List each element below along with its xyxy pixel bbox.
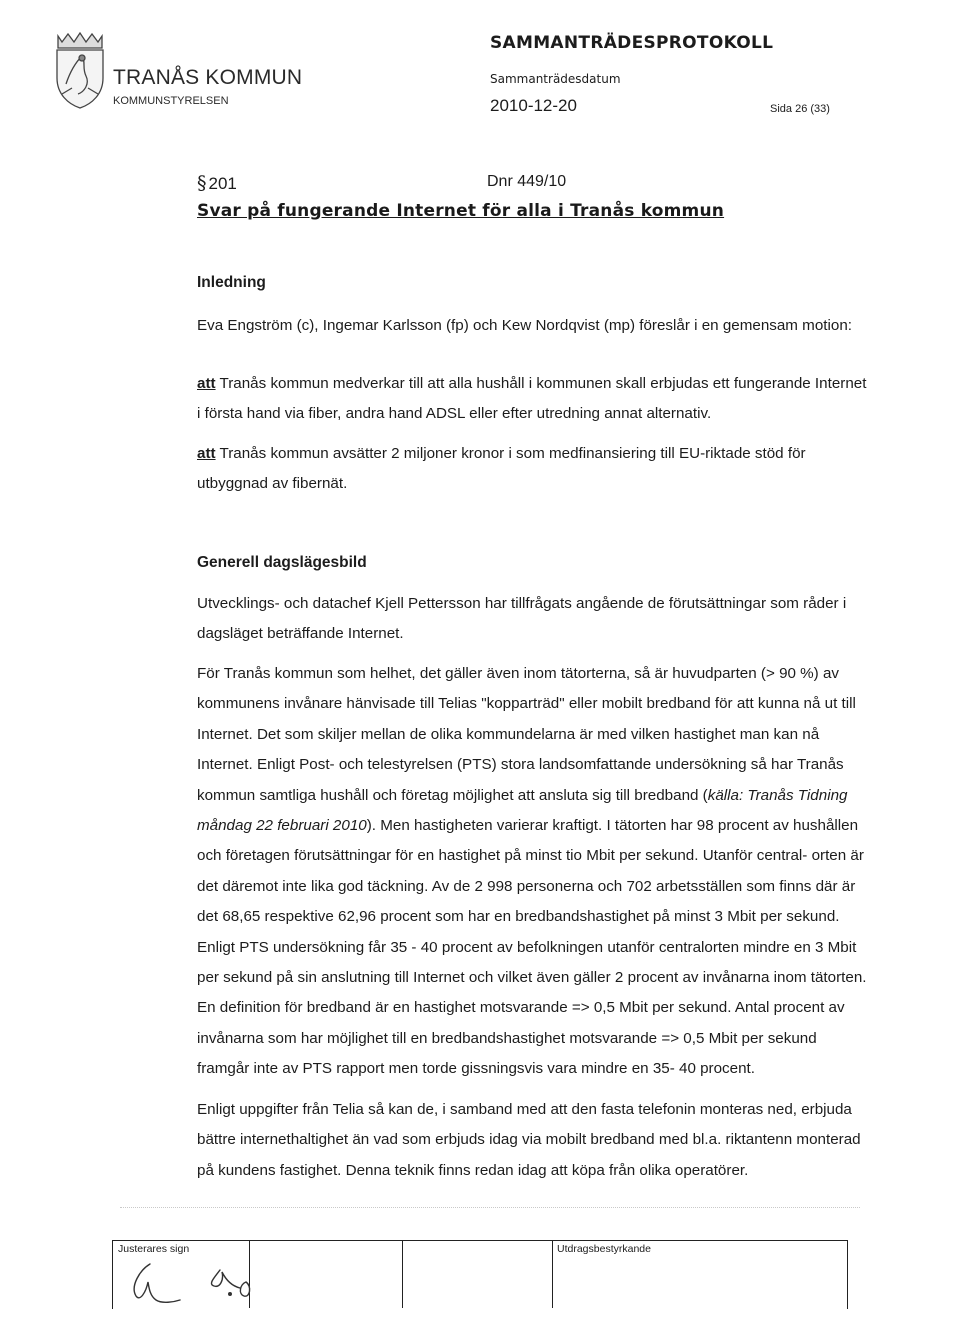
motion-point-2 bbox=[197, 439, 847, 500]
paragraph-line: på kundens fastighet. Denna teknik finns redan idag att köpa från olika operatörer. bbox=[197, 1161, 749, 1179]
separator-line bbox=[120, 1207, 860, 1208]
paragraph-line: För Tranås kommun som helhet, det gäller även inom tätorterna, så är huvudparten (> 90 %) av bbox=[197, 665, 839, 682]
municipal-coat-of-arms bbox=[52, 32, 108, 110]
paragraph-line: En definition för bredband är en hastighet motsvarande => 0,5 Mbit per sekund. Antal procent av bbox=[197, 999, 845, 1017]
intro-paragraph bbox=[197, 311, 852, 341]
dagslage-paragraph-1 bbox=[197, 589, 847, 650]
att-keyword: att bbox=[197, 445, 216, 462]
table-divider bbox=[552, 1240, 553, 1308]
source-citation-date: måndag 22 februari 2010 bbox=[197, 817, 367, 835]
paragraph-line: Utvecklings- och datachef Kjell Pettersson har tillfrågats angående de förutsättningar som råder i bbox=[197, 595, 847, 612]
meeting-date: 2010-12-20 bbox=[490, 96, 577, 115]
page-number: Sida 26 (33) bbox=[770, 103, 830, 115]
dagslage-paragraph-3 bbox=[197, 1095, 861, 1186]
paragraph-line: dagsläget beträffande Internet. bbox=[197, 625, 404, 643]
table-divider bbox=[402, 1240, 403, 1308]
paragraph-line: per sekund på sin anslutning till Internet och vilket även gäller 2 procent av invånarna inom tätorten. bbox=[197, 969, 867, 987]
diary-number: Dnr 449/10 bbox=[487, 173, 567, 190]
paragraph-line: Internet. Enligt Post- och telestyrelsen (PTS) stora landsomfattande undersökning så har Tranås bbox=[197, 756, 844, 774]
dagslage-paragraph-2 bbox=[197, 659, 867, 1085]
paragraph-line: Enligt uppgifter från Telia så kan de, i samband med att den fasta telefonin monteras ned, erbjuda bbox=[197, 1101, 852, 1118]
paragraph-line: Internet. Det som skiljer mellan de olika kommundelarna är med vilken hastighet man kan nå bbox=[197, 725, 820, 743]
section-title: Svar på fungerande Internet för alla i Tranås kommun bbox=[197, 201, 725, 221]
att-keyword: att bbox=[197, 375, 216, 392]
section-number bbox=[197, 172, 237, 194]
paragraph-line: och företagen förutsättningar för en hastighet på minst tio Mbit per sekund. Utanför central- orten är bbox=[197, 847, 864, 865]
motion-point-1-line bbox=[197, 369, 867, 399]
motion-point-1-line: i första hand via fiber, andra hand ADSL eller efter utredning annat alternativ. bbox=[197, 405, 712, 423]
source-citation: källa: Tranås Tidning bbox=[707, 786, 848, 804]
paragraph-symbol: § bbox=[197, 172, 207, 194]
paragraph-text: kommun samtliga hushåll och företag möjlighet att ansluta sig till bredband ( bbox=[197, 786, 708, 804]
paragraph-line: kommunens invånare hänvisade till Telias "kopparträd" eller mobilt bredband för att kunna nå ut till bbox=[197, 695, 856, 713]
org-name: TRANÅS KOMMUN bbox=[113, 66, 303, 89]
meeting-date-label: Sammanträdesdatum bbox=[490, 72, 621, 86]
paragraph-line: det 68,65 respektive 62,96 procent som har en bredbandshastighet på minst 3 Mbit per sekund. bbox=[197, 908, 840, 926]
document-type: SAMMANTRÄDESPROTOKOLL bbox=[490, 33, 774, 53]
intro-text: Eva Engström (c), Ingemar Karlsson (fp) och Kew Nordqvist (mp) föreslår i en gemensam motion: bbox=[197, 317, 852, 334]
justerares-sign-label: Justerares sign bbox=[118, 1243, 190, 1255]
motion-point-1-text: Tranås kommun medverkar till att alla hushåll i kommunen skall erbjudas ett fungerande Internet bbox=[219, 375, 867, 392]
heading-dagslage: Generell dagslägesbild bbox=[197, 554, 367, 571]
heading-inledning: Inledning bbox=[197, 274, 266, 291]
motion-point-2-line bbox=[197, 439, 847, 469]
motion-point-2-line: utbyggnad av fibernät. bbox=[197, 475, 348, 493]
paragraph-line: framgår inte av PTS rapport men torde gissningsvis vara mindre en 35- 40 procent. bbox=[197, 1060, 755, 1078]
paragraph-line: invånarna som har möjlighet till en bredbandshastighet motsvarande => 0,5 Mbit per sekund bbox=[197, 1029, 817, 1047]
motion-point-2-text: Tranås kommun avsätter 2 miljoner kronor i som medfinansiering till EU-riktade stöd för bbox=[219, 445, 806, 462]
handwritten-initials bbox=[116, 1252, 256, 1308]
paragraph-line: det däremot inte lika god täckning. Av de 2 998 personerna och 702 arbetsställen som finns där är bbox=[197, 877, 856, 895]
motion-point-1 bbox=[197, 369, 867, 430]
utdragsbestyrkande-label: Utdragsbestyrkande bbox=[557, 1243, 651, 1255]
paragraph-line: Enligt PTS undersökning får 35 - 40 procent av befolkningen utanför centralorten mindre en 3 Mbit bbox=[197, 938, 857, 956]
paragraph-text: ). Men hastigheten varierar kraftigt. I tätorten har 98 procent av hushållen bbox=[366, 817, 859, 835]
paragraph-line bbox=[197, 781, 847, 811]
section-number-value: 201 bbox=[208, 174, 237, 193]
paragraph-line: bättre internethaltighet än vad som erbjuds idag via mobilt bredband med bl.a. riktantenn monterad bbox=[197, 1131, 861, 1149]
org-unit: KOMMUNSTYRELSEN bbox=[113, 95, 229, 107]
paragraph-line bbox=[197, 811, 859, 841]
